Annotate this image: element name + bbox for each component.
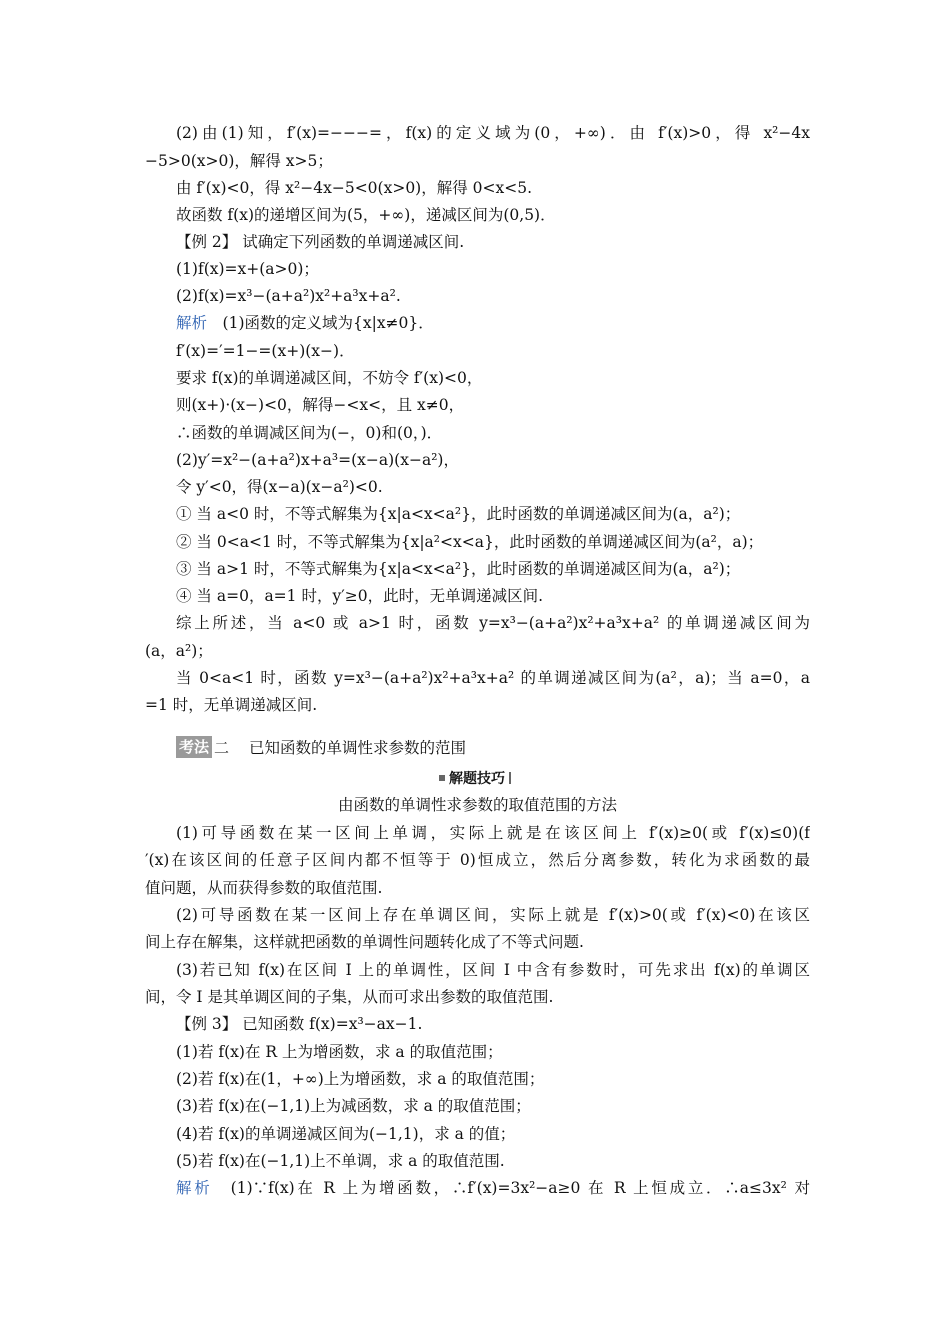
bullet-icon (439, 775, 445, 781)
bar-icon (509, 772, 511, 784)
text-line: (2)若 f(x)在(1，+∞)上为增函数，求 a 的取值范围； (176, 1070, 545, 1088)
kaofa-heading (176, 734, 466, 760)
text-line: (2)f(x)=x³−(a+a²)x²+a³x+a². (176, 287, 401, 305)
text-line: 综上所述，当 a<0 或 a>1 时，函数 y=x³−(a+a²)x²+a³x+a² 的单调递减区间为 (176, 614, 810, 632)
text-line: (1)若 f(x)在 R 上为增函数，求 a 的取值范围； (176, 1043, 503, 1061)
text-span: (1)∵f(x)在 R 上为增函数，∴f′(x)=3x²−a≥0 在 R 上恒成立．∴a≤3x² 对 (230, 1179, 810, 1197)
kaofa-badge: 考法 (176, 736, 212, 758)
text-line: (1)可导函数在某一区间上单调，实际上就是在该区间上 f′(x)≥0(或 f′(x)≤0)(f (176, 824, 810, 842)
text-line: ④ 当 a=0，a=1 时，y′≥0，此时，无单调递减区间. (176, 587, 544, 605)
text-line: (2)由(1)知，f′(x)=−−−=，f(x)的定义域为(0，+∞)．由 f′(x)>0，得 x²−4x (176, 124, 810, 142)
text-line: ③ 当 a>1 时，不等式解集为{x|a<x<a²}，此时函数的单调递减区间为(a，a²)； (176, 560, 741, 578)
text-line: ② 当 0<a<1 时，不等式解集为{x|a²<x<a}，此时函数的单调递减区间为(a²，a)； (176, 533, 764, 551)
text-line: (3)若已知 f(x)在区间 I 上的单调性，区间 I 中含有参数时，可先求出 f(x)的单调区 (176, 961, 810, 979)
solution-line (176, 312, 810, 334)
text-line: 间，令 I 是其单调区间的子集，从而可求出参数的取值范围. (145, 988, 554, 1006)
text-line: (2)y′=x²−(a+a²)x+a³=(x−a)(x−a²)， (176, 451, 459, 469)
text-line: 则(x+)·(x−)<0，解得−<x<，且 x≠0， (176, 396, 465, 414)
jieti-banner (0, 768, 950, 788)
jiexi-label: 解析 (176, 314, 208, 332)
text-span: (1)函数的定义域为{x|x≠0}． (222, 314, 434, 332)
jieti-label: 解题技巧 (449, 771, 505, 787)
text-line: ′(x)在该区间的任意子区间内都不恒等于 0)恒成立，然后分离参数，转化为求函数的最 (145, 851, 810, 869)
text-line: (5)若 f(x)在(−1,1)上不单调，求 a 的取值范围. (176, 1152, 505, 1170)
example-heading: 【例 2】 试确定下列函数的单调递减区间. (176, 233, 465, 251)
text-line: −5>0(x>0)，解得 x>5； (145, 152, 333, 170)
text-line: 要求 f(x)的单调递减区间，不妨令 f′(x)<0， (176, 369, 483, 387)
text-line: (a，a²)； (145, 642, 213, 660)
kaofa-number: 二 (214, 738, 230, 757)
text-line: (3)若 f(x)在(−1,1)上为减函数，求 a 的取值范围； (176, 1097, 531, 1115)
section-subtitle: 由函数的单调性求参数的取值范围的方法 (337, 796, 617, 814)
jiexi-label: 解析 (176, 1179, 213, 1197)
kaofa-title: 已知函数的单调性求参数的范围 (249, 739, 467, 757)
text-line: ∴函数的单调减区间为(−，0)和(0，)． (176, 424, 443, 442)
text-line: 故函数 f(x)的递增区间为(5，+∞)，递减区间为(0,5)． (176, 206, 556, 224)
text-line: 值问题，从而获得参数的取值范围. (145, 879, 383, 897)
text-line: 间上存在解集，这样就把函数的单调性问题转化成了不等式问题. (145, 933, 584, 951)
example-heading: 【例 3】 已知函数 f(x)=x³−ax−1. (176, 1015, 423, 1033)
text-line: (2)可导函数在某一区间上存在单调区间，实际上就是 f′(x)>0(或 f′(x)<0)在该区 (176, 906, 810, 924)
text-line: (4)若 f(x)的单调递减区间为(−1,1)，求 a 的值； (176, 1125, 516, 1143)
text-line: 由 f′(x)<0，得 x²−4x−5<0(x>0)，解得 0<x<5. (176, 179, 533, 197)
text-line: 令 y′<0，得(x−a)(x−a²)<0. (176, 478, 383, 496)
solution-line (176, 1177, 810, 1199)
text-line: f′(x)=′=1−=(x+)(x−)． (176, 342, 355, 360)
text-line: (1)f(x)=x+(a>0)； (176, 260, 319, 278)
text-line: =1 时，无单调递减区间. (145, 696, 318, 714)
text-line: ① 当 a<0 时，不等式解集为{x|a<x<a²}，此时函数的单调递减区间为(a，a²)； (176, 505, 741, 523)
text-line: 当 0<a<1 时，函数 y=x³−(a+a²)x²+a³x+a² 的单调递减区间为(a²，a)；当 a=0，a (176, 669, 810, 687)
